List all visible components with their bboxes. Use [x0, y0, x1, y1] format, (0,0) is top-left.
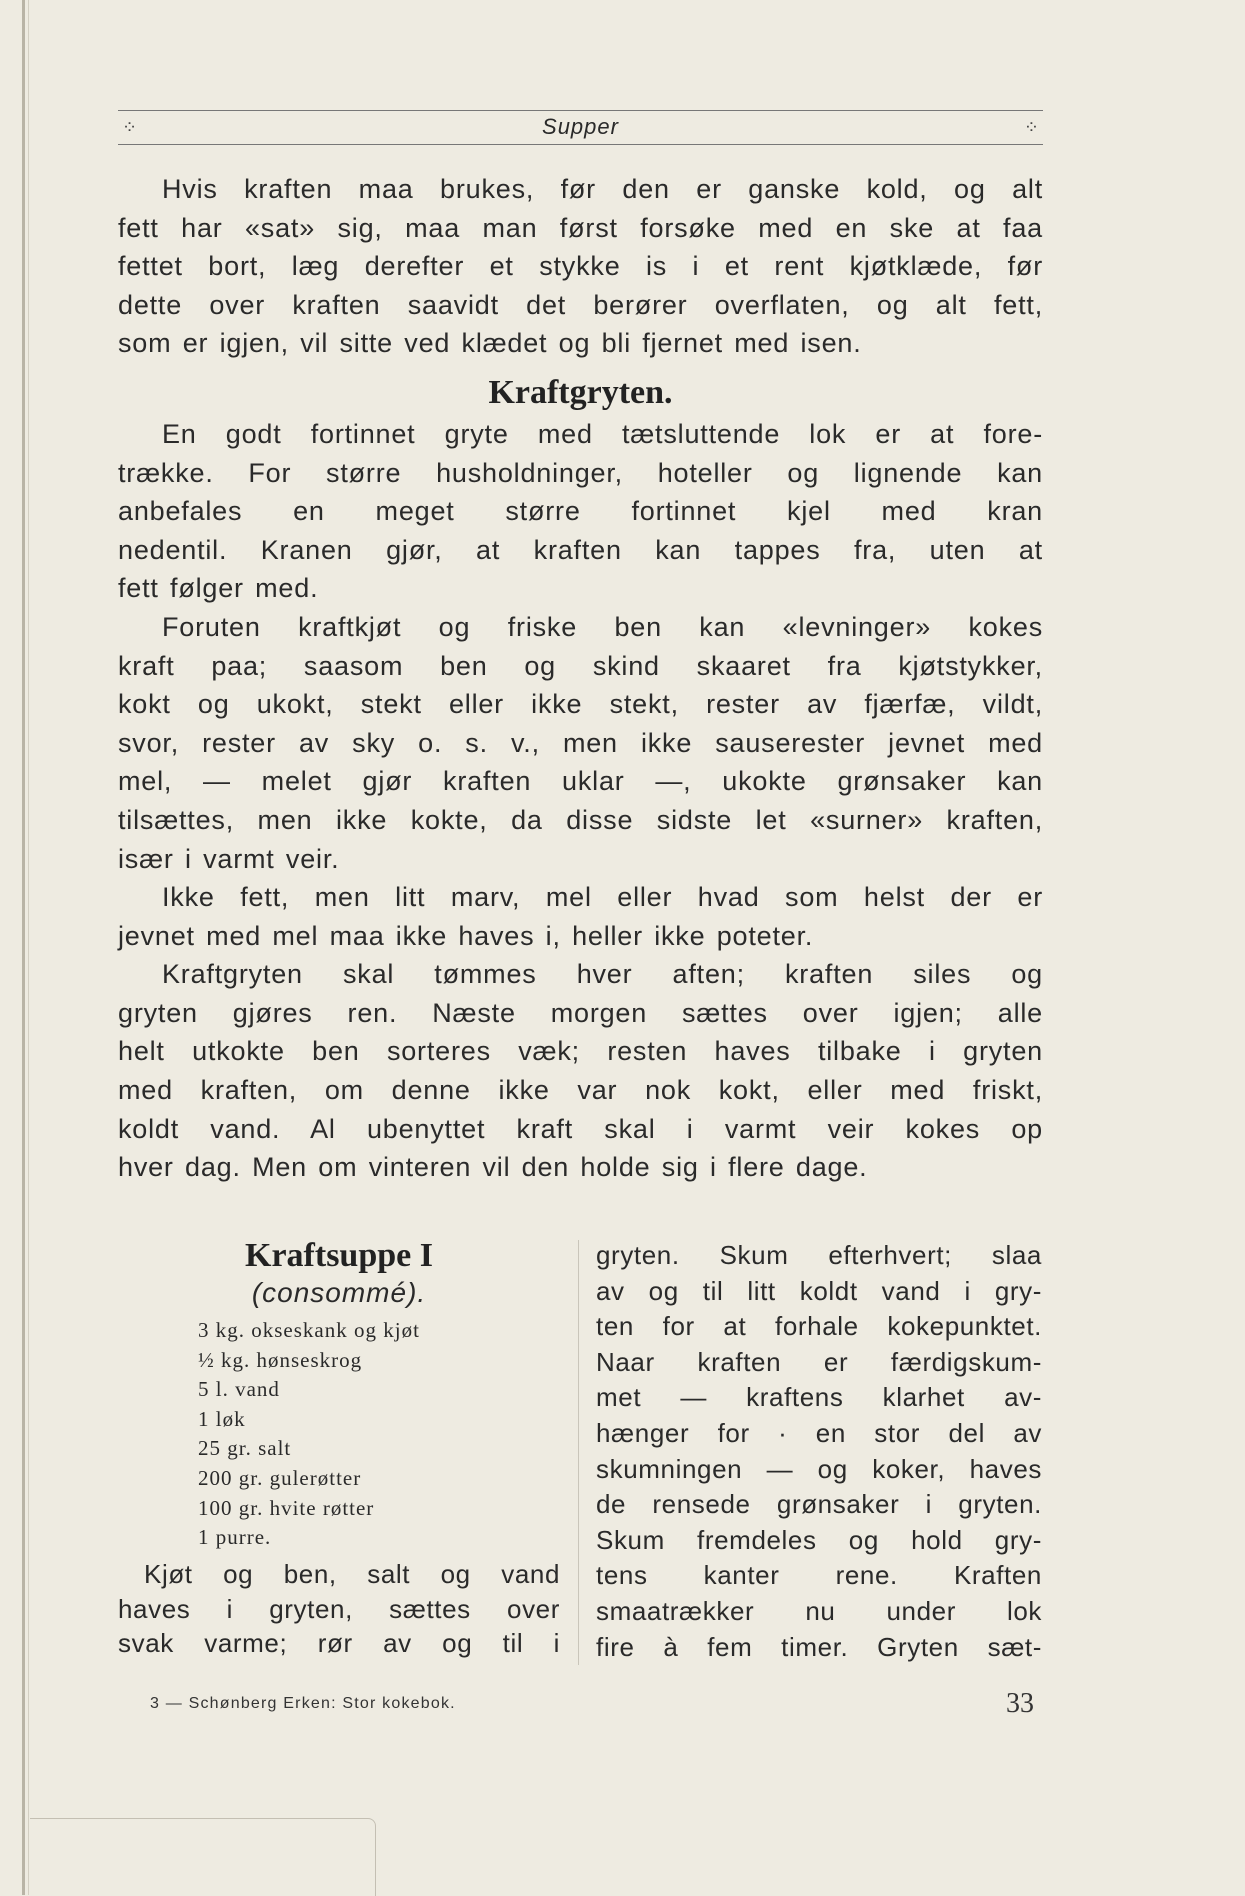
ingredient-item: 1 løk: [198, 1406, 246, 1431]
ingredient-item: 5 l. vand: [198, 1377, 280, 1402]
paragraph-line: kraft paa; saasom ben og skind skaaret fra kjøtstykker,: [118, 650, 1043, 681]
recipe-text-line: skumningen — og koker, haves: [596, 1453, 1042, 1484]
paragraph-line: med kraften, om denne ikke var nok kokt, eller med friskt,: [118, 1075, 1043, 1106]
recipe-text-line: Kjøt og ben, salt og vand: [144, 1558, 560, 1589]
paragraph-line: især i varmt veir.: [118, 843, 340, 874]
ingredient-list: [118, 1316, 560, 1553]
running-header: [118, 108, 1043, 146]
paragraph-line: mel, — melet gjør kraften uklar —, ukokte grønsaker kan: [118, 766, 1043, 797]
column-divider: [578, 1240, 579, 1665]
paragraph-line: trække. For større husholdninger, hoteller og lignende kan: [118, 457, 1043, 488]
paragraph-line: helt utkokte ben sorteres væk; resten haves tilbake i gryten: [118, 1036, 1043, 1067]
intro-line: som er igjen, vil sitte ved klædet og bli fjernet med isen.: [118, 328, 862, 359]
paragraph-line: svor, rester av sky o. s. v., men ikke sauserester jevnet med: [118, 727, 1043, 758]
recipe-text-line: Naar kraften er færdigskum-: [596, 1346, 1042, 1377]
recipe-text-line: smaatrækker nu under lok: [596, 1595, 1042, 1626]
recipe-text-line: ten for at forhale kokepunktet.: [596, 1311, 1042, 1342]
paragraph-line: tilsættes, men ikke kokte, da disse sidste let «surner» kraften,: [118, 804, 1043, 835]
footer-signature: 3 — Schønberg Erken: Stor kokebok.: [150, 1695, 456, 1712]
paragraph-line: nedentil. Kranen gjør, at kraften kan tappes fra, uten at: [118, 534, 1043, 565]
paragraph-line: jevnet med mel maa ikke haves i, heller ikke poteter.: [118, 920, 814, 951]
paragraph-line: anbefales en meget større fortinnet kjel med kran: [118, 496, 1043, 527]
ornament-right-icon: ⁘: [1023, 117, 1039, 137]
ingredient-item: 1 purre.: [198, 1525, 272, 1550]
paragraph-line: Foruten kraftkjøt og friske ben kan «levninger» kokes: [162, 611, 1043, 642]
ingredient-item: 25 gr. salt: [198, 1436, 292, 1461]
page-corner-edge: [30, 1818, 376, 1896]
header-rule-top: [118, 110, 1043, 111]
main-text: [118, 170, 1043, 1187]
recipe-text-line: met — kraftens klarhet av-: [596, 1382, 1042, 1413]
recipe-right-column: [596, 1238, 1042, 1665]
ingredient-item: 100 gr. hvite røtter: [198, 1495, 375, 1520]
intro-line: Hvis kraften maa brukes, før den er ganske kold, og alt: [162, 174, 1043, 204]
recipe-text-line: de rensede grønsaker i gryten.: [596, 1489, 1042, 1520]
running-title: Supper: [542, 114, 619, 139]
recipe-subtitle: (consommé).: [251, 1277, 427, 1308]
section-heading: Kraftgryten.: [488, 373, 673, 411]
paragraph-line: fett følger med.: [118, 573, 319, 604]
recipe-text-line: gryten. Skum efterhvert; slaa: [596, 1240, 1042, 1270]
recipe-text-line: svak varme; rør av og til i: [118, 1628, 560, 1659]
intro-line: fett har «sat» sig, maa man først forsøke med en ske at faa: [118, 212, 1043, 243]
page-number: 33: [1006, 1688, 1034, 1719]
page-spine-edge: [22, 0, 25, 1895]
paragraph-line: hver dag. Men om vinteren vil den holde sig i flere dage.: [118, 1152, 868, 1183]
paragraph-line: kokt og ukokt, stekt eller ikke stekt, rester av fjærfæ, vildt,: [118, 689, 1043, 720]
paragraph-line: Kraftgryten skal tømmes hver aften; kraften siles og: [162, 959, 1043, 990]
recipe-left-column: [118, 1236, 560, 1661]
recipe-text-line: hænger for · en stor del av: [596, 1417, 1042, 1448]
paragraph-line: En godt fortinnet gryte med tætsluttende lok er at fore-: [162, 418, 1043, 449]
recipe-title: Kraftsuppe I: [245, 1237, 433, 1274]
ingredient-item: ½ kg. hønseskrog: [198, 1347, 363, 1372]
recipe-text-line: tens kanter rene. Kraften: [596, 1560, 1042, 1591]
recipe-text-line: av og til litt koldt vand i gry-: [596, 1275, 1042, 1306]
recipe-text-line: Skum fremdeles og hold gry-: [596, 1524, 1042, 1555]
recipe-text-line: haves i gryten, sættes over: [118, 1593, 560, 1624]
header-rule-bottom: [118, 144, 1043, 145]
page-spine-shadow: [28, 0, 29, 1895]
intro-line: dette over kraften saavidt det berører overflaten, og alt fett,: [118, 289, 1043, 320]
ingredient-item: 3 kg. okseskank og kjøt: [198, 1318, 420, 1342]
recipe-text-line: fire à fem timer. Gryten sæt-: [596, 1631, 1042, 1662]
intro-line: fettet bort, læg derefter et stykke is i et rent kjøtklæde, før: [118, 251, 1043, 282]
paragraph-line: koldt vand. Al ubenyttet kraft skal i varmt veir kokes op: [118, 1113, 1043, 1144]
ornament-left-icon: ⁘: [122, 117, 138, 137]
paragraph-line: gryten gjøres ren. Næste morgen sættes over igjen; alle: [118, 997, 1043, 1028]
paragraph-line: Ikke fett, men litt marv, mel eller hvad som helst der er: [162, 882, 1043, 913]
ingredient-item: 200 gr. gulerøtter: [198, 1465, 362, 1490]
